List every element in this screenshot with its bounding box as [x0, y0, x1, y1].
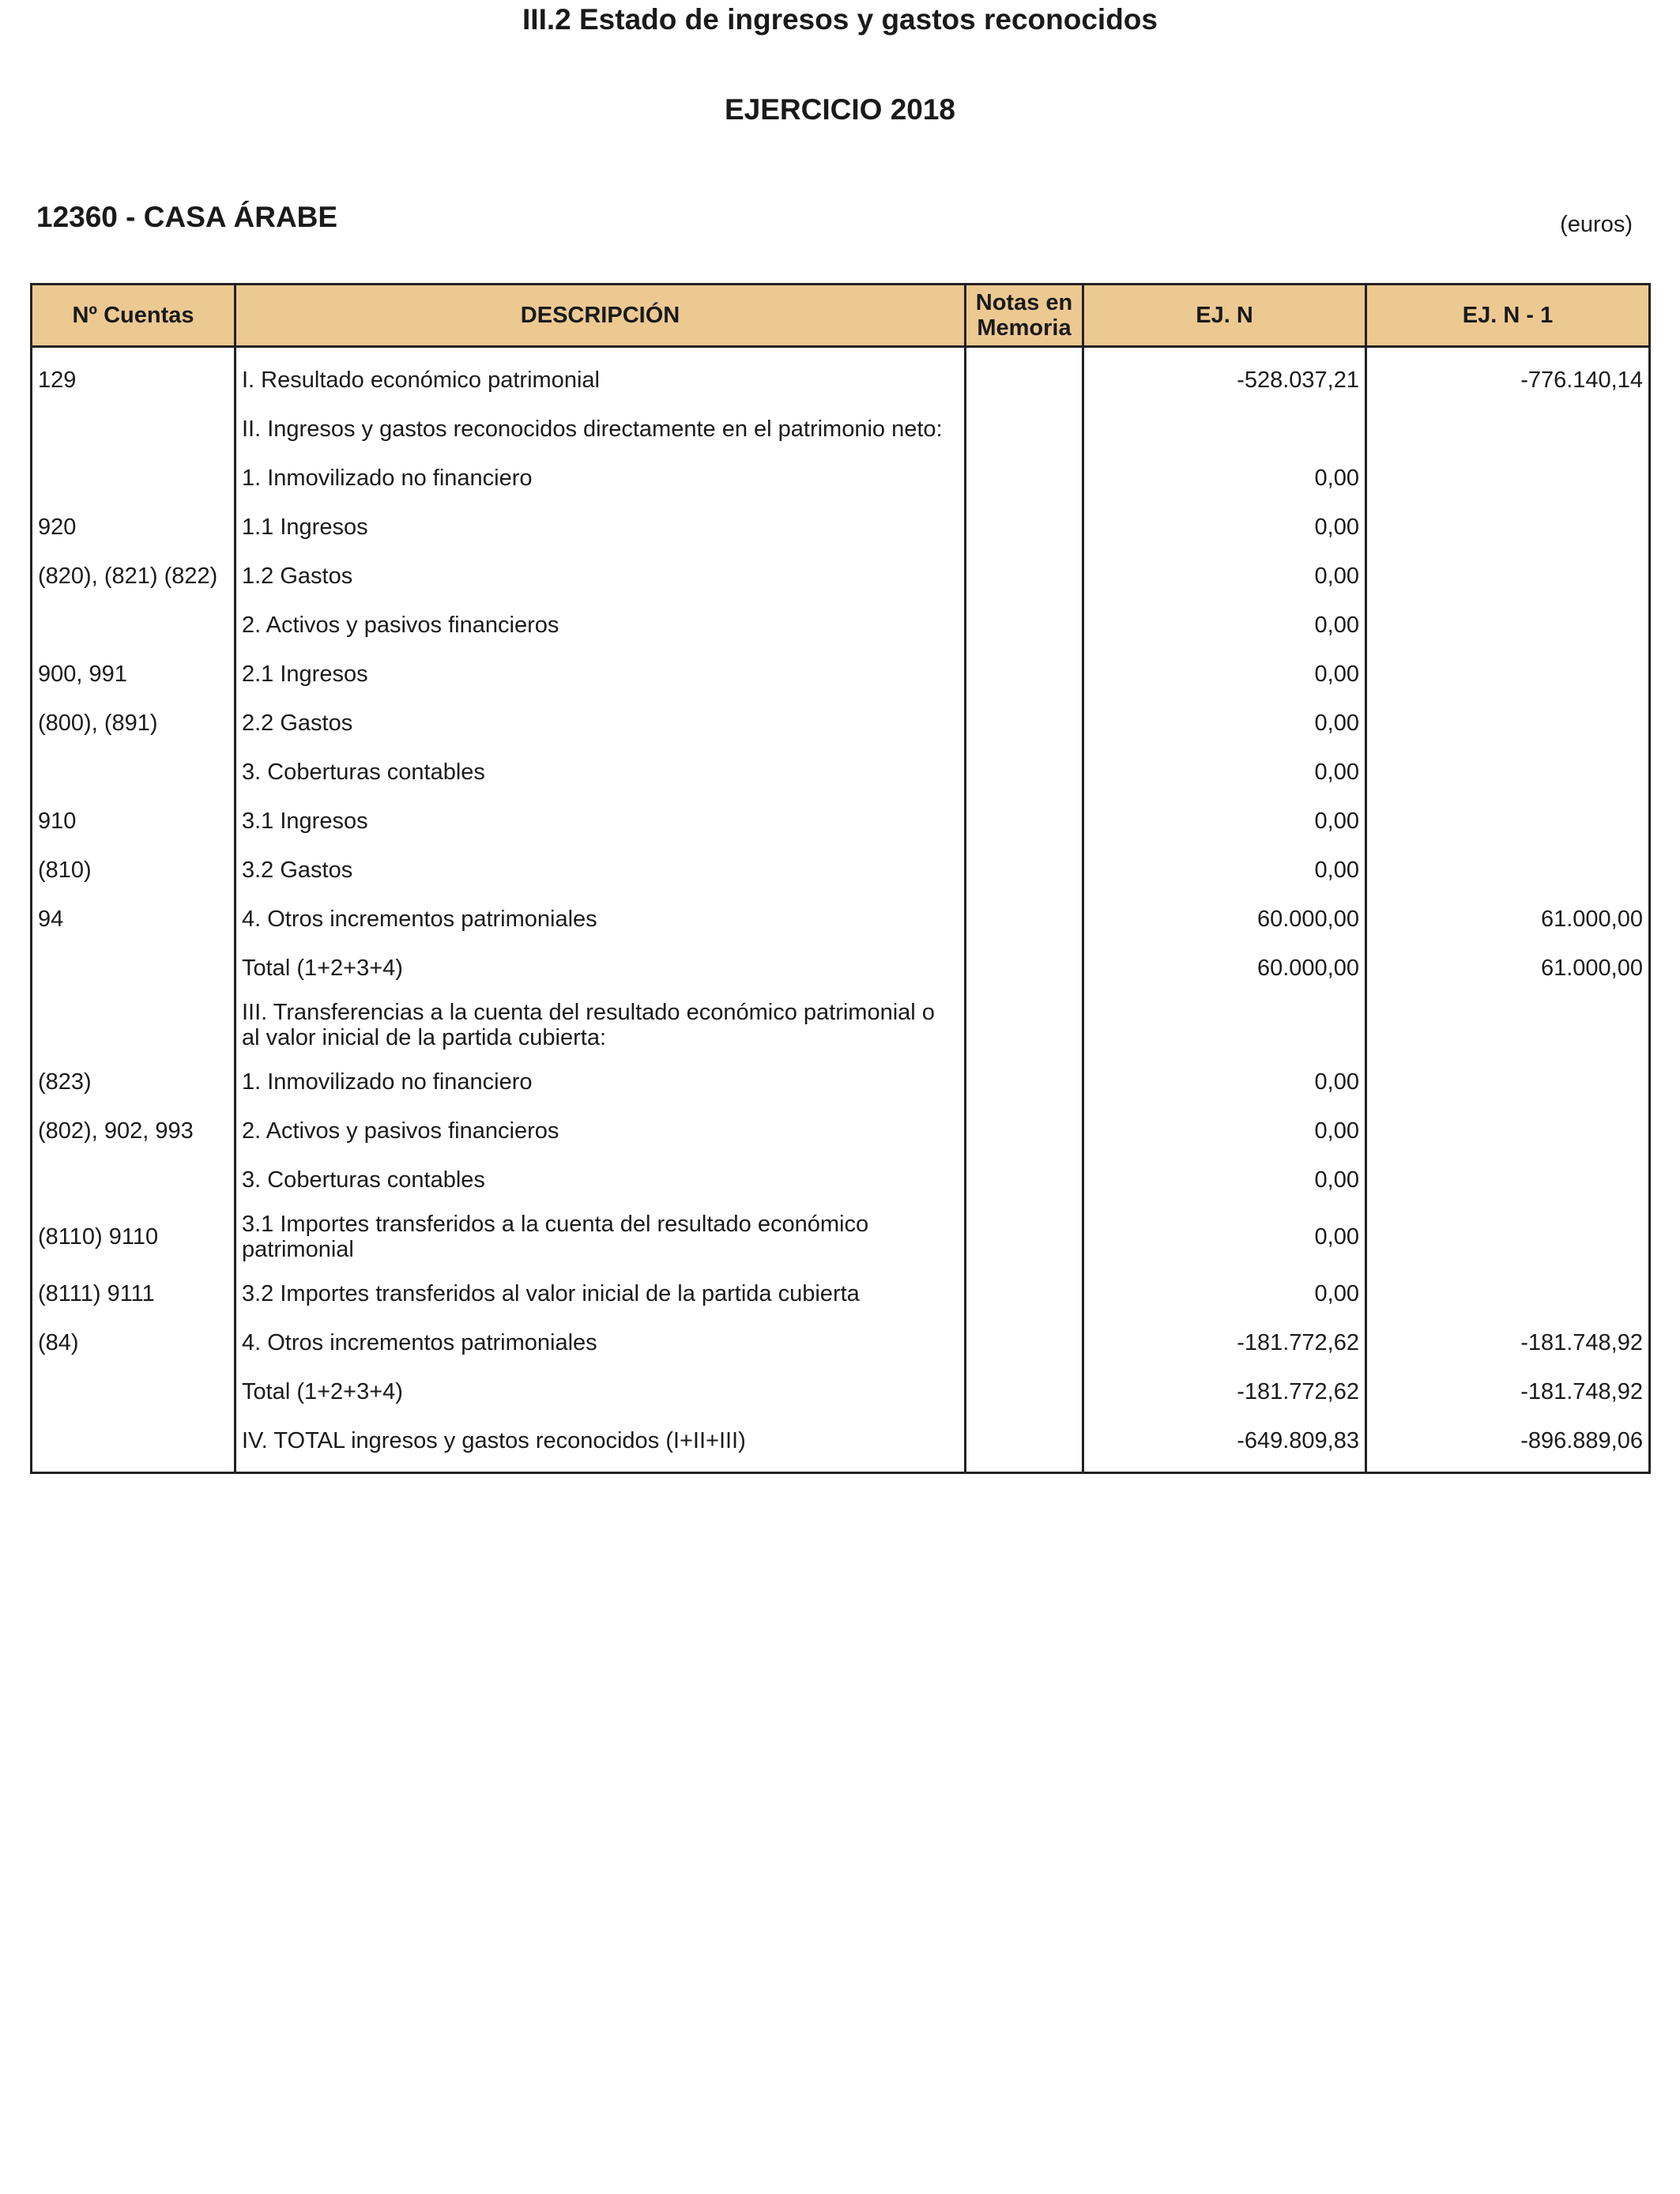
page-title: III.2 Estado de ingresos y gastos reconocidos	[522, 3, 1158, 36]
table-row	[32, 454, 1650, 503]
current-year-cell: 0,00	[1083, 1269, 1366, 1318]
account-cell	[32, 993, 235, 1057]
description-cell: 1.2 Gastos	[235, 552, 966, 601]
account-cell	[32, 1416, 235, 1473]
account-cell	[32, 454, 235, 503]
column-header-notes-line1: Notas en	[975, 290, 1073, 315]
table-row	[32, 1057, 1650, 1106]
notes-cell	[966, 846, 1083, 895]
previous-year-cell	[1366, 1155, 1650, 1204]
table-row	[32, 405, 1650, 454]
description-cell: 3. Coberturas contables	[235, 1155, 966, 1204]
account-cell	[32, 405, 235, 454]
previous-year-cell	[1366, 748, 1650, 797]
account-cell: (802), 902, 993	[32, 1106, 235, 1155]
previous-year-cell	[1366, 601, 1650, 650]
table-row	[32, 797, 1650, 846]
account-cell	[32, 601, 235, 650]
notes-cell	[966, 650, 1083, 699]
column-header-accounts: Nº Cuentas	[32, 285, 235, 347]
column-header-notes-line2: Memoria	[977, 315, 1072, 341]
notes-cell	[966, 1106, 1083, 1155]
account-cell: (800), (891)	[32, 699, 235, 748]
notes-cell	[966, 1269, 1083, 1318]
table-row	[32, 601, 1650, 650]
description-cell: 4. Otros incrementos patrimoniales	[235, 895, 966, 944]
description-cell: 3.1 Importes transferidos a la cuenta del resultado económico patrimonial	[235, 1204, 966, 1269]
income-expense-table	[30, 283, 1651, 1474]
previous-year-cell	[1366, 699, 1650, 748]
previous-year-cell: 61.000,00	[1366, 895, 1650, 944]
current-year-cell: 0,00	[1083, 1106, 1366, 1155]
currency-units: (euros)	[1560, 212, 1633, 237]
table-row	[32, 503, 1650, 552]
notes-cell	[966, 699, 1083, 748]
previous-year-cell: 61.000,00	[1366, 944, 1650, 993]
current-year-cell: 0,00	[1083, 1204, 1366, 1269]
table-row	[32, 1269, 1650, 1318]
description-cell: 2. Activos y pasivos financieros	[235, 601, 966, 650]
notes-cell	[966, 993, 1083, 1057]
current-year-cell: 0,00	[1083, 552, 1366, 601]
column-header-description: DESCRIPCIÓN	[235, 285, 966, 347]
account-cell: (810)	[32, 846, 235, 895]
description-cell: 2.1 Ingresos	[235, 650, 966, 699]
notes-cell	[966, 552, 1083, 601]
table-row	[32, 748, 1650, 797]
account-cell: (84)	[32, 1318, 235, 1367]
description-cell: II. Ingresos y gastos reconocidos directamente en el patrimonio neto:	[235, 405, 966, 454]
description-cell: 4. Otros incrementos patrimoniales	[235, 1318, 966, 1367]
previous-year-cell	[1366, 1204, 1650, 1269]
description-cell: 1. Inmovilizado no financiero	[235, 454, 966, 503]
table-row	[32, 347, 1650, 405]
account-cell: (823)	[32, 1057, 235, 1106]
description-cell: 2. Activos y pasivos financieros	[235, 1106, 966, 1155]
notes-cell	[966, 797, 1083, 846]
table-row	[32, 1318, 1650, 1367]
previous-year-cell	[1366, 1057, 1650, 1106]
previous-year-cell: -181.748,92	[1366, 1367, 1650, 1416]
current-year-cell: 0,00	[1083, 1155, 1366, 1204]
notes-cell	[966, 405, 1083, 454]
previous-year-cell	[1366, 1106, 1650, 1155]
description-cell: I. Resultado económico patrimonial	[235, 347, 966, 405]
description-cell: 3.1 Ingresos	[235, 797, 966, 846]
account-cell: 910	[32, 797, 235, 846]
previous-year-cell	[1366, 650, 1650, 699]
account-cell: (8111) 9111	[32, 1269, 235, 1318]
previous-year-cell	[1366, 846, 1650, 895]
previous-year-cell	[1366, 1269, 1650, 1318]
account-cell	[32, 944, 235, 993]
header-row	[32, 285, 1650, 347]
current-year-cell	[1083, 993, 1366, 1057]
notes-cell	[966, 1416, 1083, 1473]
notes-cell	[966, 944, 1083, 993]
notes-cell	[966, 895, 1083, 944]
description-cell: 3.2 Gastos	[235, 846, 966, 895]
table-row	[32, 650, 1650, 699]
current-year-cell: 0,00	[1083, 601, 1366, 650]
current-year-cell: 0,00	[1083, 699, 1366, 748]
table-row	[32, 1106, 1650, 1155]
notes-cell	[966, 1367, 1083, 1416]
current-year-cell: 0,00	[1083, 503, 1366, 552]
previous-year-cell: -896.889,06	[1366, 1416, 1650, 1473]
current-year-cell: 0,00	[1083, 1057, 1366, 1106]
notes-cell	[966, 1204, 1083, 1269]
description-cell: Total (1+2+3+4)	[235, 944, 966, 993]
table-row	[32, 1416, 1650, 1473]
previous-year-cell: -181.748,92	[1366, 1318, 1650, 1367]
previous-year-cell: -776.140,14	[1366, 347, 1650, 405]
previous-year-cell	[1366, 405, 1650, 454]
current-year-cell	[1083, 405, 1366, 454]
table-row	[32, 993, 1650, 1057]
previous-year-cell	[1366, 454, 1650, 503]
current-year-cell: 60.000,00	[1083, 895, 1366, 944]
notes-cell	[966, 1057, 1083, 1106]
table-body	[32, 347, 1650, 1473]
account-cell	[32, 748, 235, 797]
table-row	[32, 1155, 1650, 1204]
table-row	[32, 895, 1650, 944]
current-year-cell: -181.772,62	[1083, 1318, 1366, 1367]
table-row	[32, 552, 1650, 601]
table-row	[32, 944, 1650, 993]
current-year-cell: -649.809,83	[1083, 1416, 1366, 1473]
current-year-cell: -181.772,62	[1083, 1367, 1366, 1416]
current-year-cell: 0,00	[1083, 846, 1366, 895]
account-cell: 900, 991	[32, 650, 235, 699]
column-header-notes	[966, 285, 1083, 347]
previous-year-cell	[1366, 993, 1650, 1057]
notes-cell	[966, 347, 1083, 405]
description-cell: 1.1 Ingresos	[235, 503, 966, 552]
current-year-cell: -528.037,21	[1083, 347, 1366, 405]
current-year-cell: 60.000,00	[1083, 944, 1366, 993]
account-cell: (820), (821) (822)	[32, 552, 235, 601]
description-cell: III. Transferencias a la cuenta del resultado económico patrimonial o al valor inicial de la partida cubierta:	[235, 993, 966, 1057]
current-year-cell: 0,00	[1083, 454, 1366, 503]
description-cell: 2.2 Gastos	[235, 699, 966, 748]
entity-name: 12360 - CASA ÁRABE	[36, 201, 338, 233]
notes-cell	[966, 1155, 1083, 1204]
description-cell: 3.2 Importes transferidos al valor inicial de la partida cubierta	[235, 1269, 966, 1318]
description-cell: Total (1+2+3+4)	[235, 1367, 966, 1416]
notes-cell	[966, 748, 1083, 797]
column-header-current-year: EJ. N	[1083, 285, 1366, 347]
notes-cell	[966, 503, 1083, 552]
current-year-cell: 0,00	[1083, 797, 1366, 846]
current-year-cell: 0,00	[1083, 650, 1366, 699]
account-cell: (8110) 9110	[32, 1204, 235, 1269]
notes-cell	[966, 454, 1083, 503]
table-row	[32, 699, 1650, 748]
description-cell: 3. Coberturas contables	[235, 748, 966, 797]
account-cell: 920	[32, 503, 235, 552]
table-header	[32, 285, 1650, 347]
previous-year-cell	[1366, 503, 1650, 552]
table-row	[32, 846, 1650, 895]
table-row	[32, 1367, 1650, 1416]
column-header-previous-year: EJ. N - 1	[1366, 285, 1650, 347]
previous-year-cell	[1366, 552, 1650, 601]
previous-year-cell	[1366, 797, 1650, 846]
description-cell: IV. TOTAL ingresos y gastos reconocidos (I+II+III)	[235, 1416, 966, 1473]
account-cell	[32, 1367, 235, 1416]
account-cell: 94	[32, 895, 235, 944]
description-cell: 1. Inmovilizado no financiero	[235, 1057, 966, 1106]
table-row	[32, 1204, 1650, 1269]
notes-cell	[966, 1318, 1083, 1367]
current-year-cell: 0,00	[1083, 748, 1366, 797]
account-cell	[32, 1155, 235, 1204]
fiscal-year-heading: EJERCICIO 2018	[724, 93, 956, 126]
account-cell: 129	[32, 347, 235, 405]
notes-cell	[966, 601, 1083, 650]
